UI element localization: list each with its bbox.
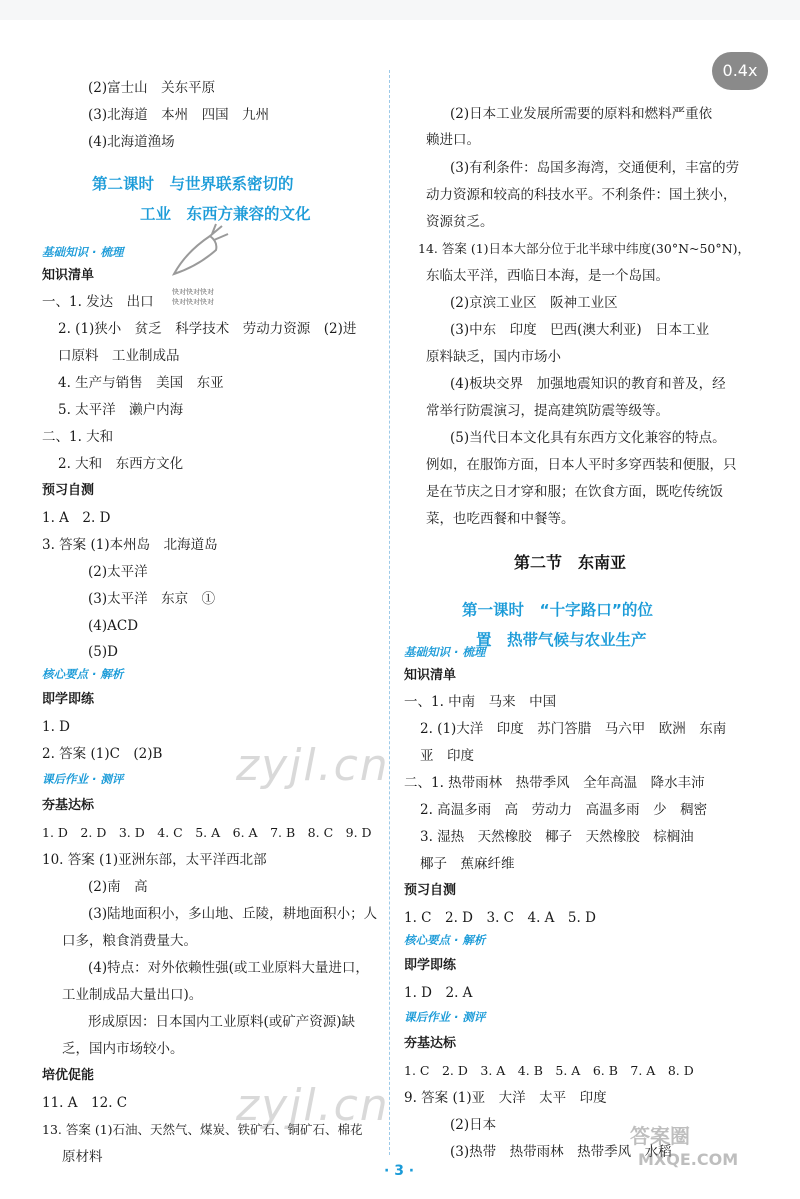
lesson-title-line-1: 第二课时 与世界联系密切的	[92, 175, 294, 193]
answer-line: 4. 生产与销售 美国 东亚	[58, 375, 224, 391]
answer-line: (3)北海道 本州 四国 九州	[88, 107, 270, 123]
answer-line: 1. D	[42, 719, 70, 735]
answer-line: 9. 答案 (1)亚 大洋 太平 印度	[404, 1090, 607, 1106]
answer-line: 1. D 2. A	[404, 985, 473, 1001]
section-label: 课后作业 · 测评	[42, 772, 124, 786]
site-watermark: zyjl.cn	[236, 1080, 390, 1131]
answer-circle-watermark: 答案圈	[630, 1124, 690, 1148]
lesson-title-line-2: 工业 东西方兼容的文化	[140, 205, 311, 223]
answer-line: 亚 印度	[420, 748, 474, 764]
section-label-basic-knowledge: 基础知识 · 梳理	[404, 645, 486, 659]
answer-line: 东临太平洋，西临日本海，是一个岛国。	[426, 268, 669, 284]
answer-line: 11. A 12. C	[42, 1095, 128, 1111]
answer-line: (3)中东 印度 巴西(澳大利亚) 日本工业	[450, 322, 710, 338]
answer-line: (2)日本工业发展所需要的原料和燃料严重依	[450, 106, 713, 122]
subsection-label: 夯基达标	[404, 1036, 457, 1051]
answer-line: (4)特点：对外依赖性强(或工业原料大量进口，	[88, 960, 369, 976]
answer-line: (4)北海道渔场	[88, 134, 175, 150]
answer-line: (2)京滨工业区 阪神工业区	[450, 295, 618, 311]
answer-line: (5)当代日本文化具有东西方文化兼容的特点。	[450, 430, 726, 446]
answer-line: 2. 大和 东西方文化	[58, 456, 184, 472]
answer-line: 椰子 蕉麻纤维	[420, 856, 515, 872]
answer-line: (3)太平洋 东京 ①	[88, 591, 216, 607]
section-label: 核心要点 · 解析	[404, 933, 486, 947]
answer-line: 2. (1)狭小 贫乏 科学技术 劳动力资源 (2)进	[58, 321, 357, 337]
answer-line: 3. 答案 (1)本州岛 北海道岛	[42, 537, 218, 553]
answer-line: (2)富士山 关东平原	[88, 80, 216, 96]
answer-line: 2. 高温多雨 高 劳动力 高温多雨 少 稠密	[420, 802, 708, 818]
quick-answer-watermark: 快对快对快对	[172, 288, 214, 296]
answer-line: 原料缺乏，国内市场小	[426, 349, 561, 365]
answer-line: (2)日本	[450, 1117, 497, 1133]
answer-line: 例如，在服饰方面，日本人平时多穿西装和便服，只	[426, 457, 737, 473]
answer-line: 二、1. 大和	[42, 429, 114, 445]
lesson-title-line-1: 第一课时 “十字路口”的位	[462, 601, 653, 619]
answer-line: 原材料	[62, 1149, 103, 1165]
answer-line: 一、1. 中南 马来 中国	[404, 694, 557, 710]
answer-line: 1. C 2. D 3. A 4. B 5. A 6. B 7. A 8. D	[404, 1063, 694, 1078]
answer-line: 常举行防震演习，提高建筑防震等级等。	[426, 403, 669, 419]
answer-line: 二、1. 热带雨林 热带季风 全年高温 降水丰沛	[404, 775, 705, 791]
answer-line: 1. A 2. D	[42, 510, 111, 526]
answer-line: 口原料 工业制成品	[58, 348, 180, 364]
answer-line: (4)板块交界 加强地震知识的教育和普及，经	[450, 376, 726, 392]
answer-line: 2. 答案 (1)C (2)B	[42, 746, 163, 762]
answer-line: (3)陆地面积小，多山地、丘陵，耕地面积小；人	[88, 906, 378, 922]
answer-line: 菜，也吃西餐和中餐等。	[426, 511, 575, 527]
answer-line: 13. 答案 (1)石油、天然气、煤炭、铁矿石、铜矿石、棉花	[42, 1122, 363, 1137]
section-title: 第二节 东南亚	[514, 553, 627, 572]
answer-line: 1. D 2. D 3. D 4. C 5. A 6. A 7. B 8. C 9. D	[42, 825, 372, 840]
answer-line: (3)热带 热带雨林 热带季风 水稻	[450, 1144, 672, 1160]
quick-answer-watermark: 快对快对快对	[172, 298, 214, 306]
section-label: 课后作业 · 测评	[404, 1010, 486, 1024]
subsection-label: 知识清单	[404, 668, 457, 683]
answer-line: 一、1. 发达 出口	[42, 294, 154, 310]
answer-line: (4)ACD	[88, 618, 139, 634]
section-label: 核心要点 · 解析	[42, 667, 124, 681]
site-watermark: zyjl.cn	[236, 740, 390, 791]
top-bar	[0, 0, 800, 20]
answer-line: (5)D	[88, 644, 118, 660]
answer-line: (3)有利条件：岛国多海湾，交通便利，丰富的劳	[450, 160, 740, 176]
page-number: · 3 ·	[384, 1163, 415, 1179]
answer-line: 资源贫乏。	[426, 214, 494, 230]
subsection-label: 即学即练	[404, 958, 457, 973]
lesson-title-line-2: 置 热带气候与农业生产	[476, 631, 647, 649]
mxqe-watermark: MXQE.COM	[638, 1150, 739, 1169]
answer-line: 1. C 2. D 3. C 4. A 5. D	[404, 910, 596, 926]
answer-line: 口多，粮食消费量大。	[62, 933, 197, 949]
subsection-label: 知识清单	[42, 268, 95, 283]
answer-line: 5. 太平洋 濑户内海	[58, 402, 184, 418]
carrot-watermark-icon	[166, 222, 236, 282]
answer-line: 2. (1)大洋 印度 苏门答腊 马六甲 欧洲 东南	[420, 721, 727, 737]
answer-line: 10. 答案 (1)亚洲东部，太平洋西北部	[42, 852, 267, 868]
answer-line: 是在节庆之日才穿和服；在饮食方面，既吃传统饭	[426, 484, 723, 500]
answer-line: 赖进口。	[426, 132, 480, 148]
zoom-level-badge[interactable]: 0.4x	[712, 52, 768, 90]
subsection-label: 夯基达标	[42, 798, 95, 813]
answer-line: 工业制成品大量出口)。	[62, 987, 203, 1003]
answer-line: 形成原因：日本国内工业原料(或矿产资源)缺	[88, 1014, 356, 1030]
answer-line: 14. 答案 (1)日本大部分位于北半球中纬度(30°N~50°N)，	[418, 241, 750, 256]
section-label: 基础知识 · 梳理	[42, 245, 124, 259]
column-divider	[389, 70, 390, 1155]
answer-line: 3. 湿热 天然橡胶 椰子 天然橡胶 棕榈油	[420, 829, 694, 845]
answer-line: 动力资源和较高的科技水平。不利条件：国土狭小，	[426, 187, 737, 203]
subsection-label: 培优促能	[42, 1068, 95, 1083]
subsection-label: 即学即练	[42, 692, 95, 707]
subsection-label: 预习自测	[404, 883, 457, 898]
answer-line: (2)南 高	[88, 879, 148, 895]
answer-line: 乏，国内市场较小。	[62, 1041, 184, 1057]
subsection-label: 预习自测	[42, 483, 95, 498]
answer-line: (2)太平洋	[88, 564, 148, 580]
